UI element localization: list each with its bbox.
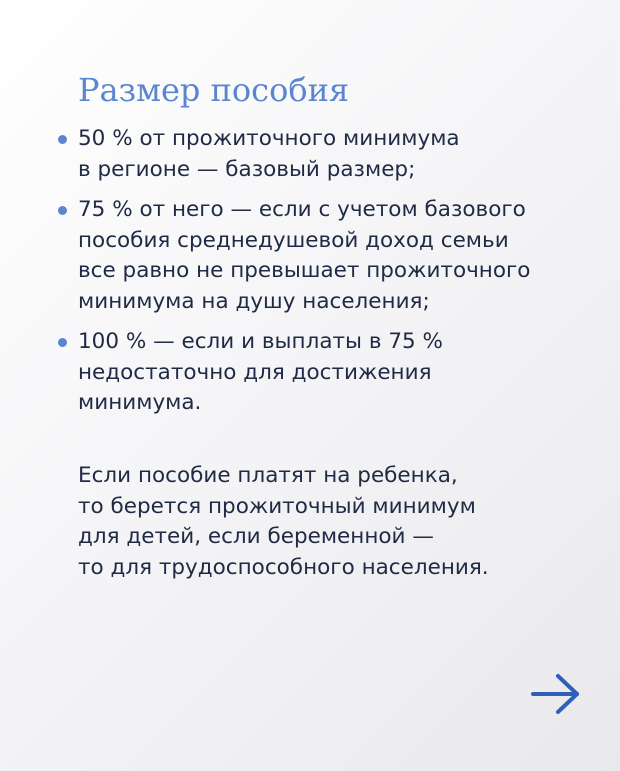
note-text-line: для детей, если беременной — xyxy=(78,524,434,549)
list-item xyxy=(58,195,598,317)
list-item xyxy=(58,327,598,419)
bullet-dot xyxy=(58,338,67,347)
bullet-text-line: все равно не превышает прожиточного xyxy=(78,258,531,283)
bullet-text-line: недостаточно для достижения xyxy=(78,359,432,385)
list-item xyxy=(58,124,598,185)
bullet-dot xyxy=(58,135,67,144)
bullet-list xyxy=(58,124,598,429)
bullet-text-line: 100 % — если и выплаты в 75 % xyxy=(78,329,443,354)
note-text-line: то для трудоспособного населения. xyxy=(78,554,489,580)
arrow-right-icon xyxy=(530,672,582,716)
bullet-text-line: в регионе — базовый размер; xyxy=(78,156,416,182)
next-button[interactable] xyxy=(530,672,582,716)
bullet-text-line: минимума на душу населения; xyxy=(78,288,430,314)
bullet-text-line: 75 % от него — если с учетом базового xyxy=(78,197,526,222)
bullet-text-line: минимума. xyxy=(78,390,202,415)
bullet-dot xyxy=(58,206,67,215)
page-title: Размер пособия xyxy=(78,71,350,109)
bullet-text-line: пособия среднедушевой доход семьи xyxy=(78,227,509,253)
note-text-line: то берется прожиточный минимум xyxy=(78,493,476,519)
note-paragraph xyxy=(78,461,489,583)
bullet-text-line: 50 % от прожиточного минимума xyxy=(78,126,460,151)
note-text-line: Если пособие платят на ребенка, xyxy=(78,463,458,488)
